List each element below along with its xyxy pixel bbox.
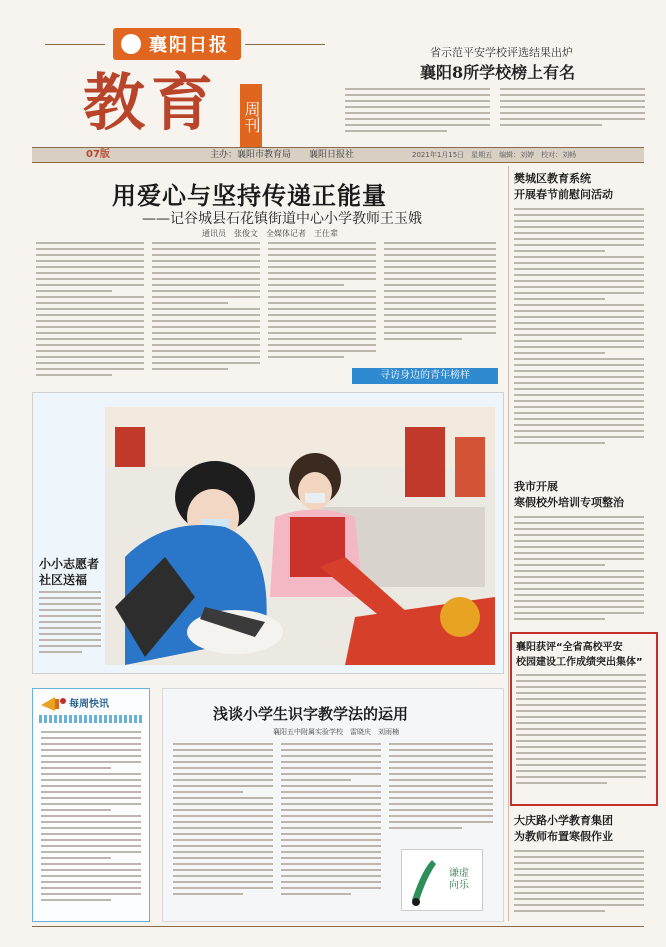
photo-caption-body (39, 591, 101, 663)
photo-feature (32, 392, 504, 674)
right-item-2-body (514, 516, 644, 631)
right-item-3-title-1: 襄阳获评“全省高校平安 (516, 642, 623, 653)
right-item-1-body (514, 208, 644, 456)
top-story-headline: 襄阳8所学校榜上有名 (420, 63, 576, 82)
news-brief-title: 每周快讯 (69, 699, 109, 710)
top-story (345, 40, 645, 145)
right-item-1 (514, 170, 644, 460)
right-item-3-title-2: 校园建设工作成绩突出集体” (516, 657, 643, 668)
section-title: 教育 (83, 66, 220, 139)
series-label: 寻访身边的青年榜样 (352, 368, 498, 384)
host-label: 主办：襄阳市教育局 襄阳日报社 (210, 150, 355, 160)
date-bar (32, 147, 644, 163)
photo-illustration (105, 407, 495, 665)
right-item-2 (514, 478, 644, 628)
right-item-4-title-2: 为教师布置寒假作业 (514, 830, 613, 843)
bottom-article-headline: 浅谈小学生识字教学法的运用 (213, 705, 409, 723)
main-col-1 (36, 242, 144, 382)
news-brief-box (32, 688, 150, 922)
main-byline: 通讯员 张俊文 全媒体记者 王仕辈 (202, 229, 338, 238)
paper-logo (113, 28, 241, 60)
feature-photo (105, 407, 495, 665)
right-item-4 (514, 812, 644, 922)
bottom-article (162, 688, 504, 922)
paper-name: 襄阳日报 (149, 35, 229, 56)
right-item-2-title-2: 寒假校外培训专项整治 (514, 496, 624, 509)
right-column-divider (508, 166, 509, 921)
right-item-4-title-1: 大庆路小学教育集团 (514, 814, 613, 827)
main-subheadline: ——记谷城县石花镇街道中心小学教师王玉娥 (142, 211, 422, 227)
main-headline: 用爱心与坚持传递正能量 (112, 181, 387, 210)
masthead (35, 18, 335, 153)
top-story-body-right (500, 88, 645, 143)
main-col-4 (384, 242, 496, 362)
main-article (32, 166, 502, 388)
city-skyline (39, 715, 143, 723)
photo-caption-title-2: 社区送福 (39, 573, 88, 587)
right-item-2-title-1: 我市开展 (514, 480, 558, 493)
right-item-3-body (516, 674, 646, 794)
bottom-rule (32, 926, 644, 927)
top-story-kicker: 省示范平安学校评选结果出炉 (430, 46, 573, 59)
bottom-article-col-3 (389, 743, 493, 843)
right-item-4-body (514, 850, 644, 922)
bottom-article-byline: 襄阳五中附属实验学校 雷晓庆 刘雨楠 (273, 728, 399, 736)
calligraphy-stamp (401, 849, 483, 911)
bottom-article-col-2 (281, 743, 381, 915)
right-item-1-title-2: 开展春节前慰问活动 (514, 188, 613, 201)
photo-caption-title-1: 小小志愿者 (39, 557, 100, 571)
news-brief-body (41, 731, 141, 913)
paper-logo-mark (121, 34, 141, 54)
masthead-rule-right (245, 44, 325, 45)
weekly-label: 周刊 (240, 84, 262, 150)
bottom-article-col-1 (173, 743, 273, 915)
right-item-1-title-1: 樊城区教育系统 (514, 172, 591, 185)
main-col-2 (152, 242, 260, 382)
page-number: 07版 (86, 149, 110, 160)
right-item-3 (516, 638, 650, 798)
date-line: 2021年1月15日 星期五 编辑：刘婷 校对：刘畅 (412, 151, 577, 159)
masthead-rule-left (45, 44, 105, 45)
stamp-text: 谦虚 向乐 (449, 868, 479, 891)
top-story-body-left (345, 88, 490, 143)
megaphone-icon (39, 693, 67, 713)
main-col-3 (268, 242, 376, 382)
